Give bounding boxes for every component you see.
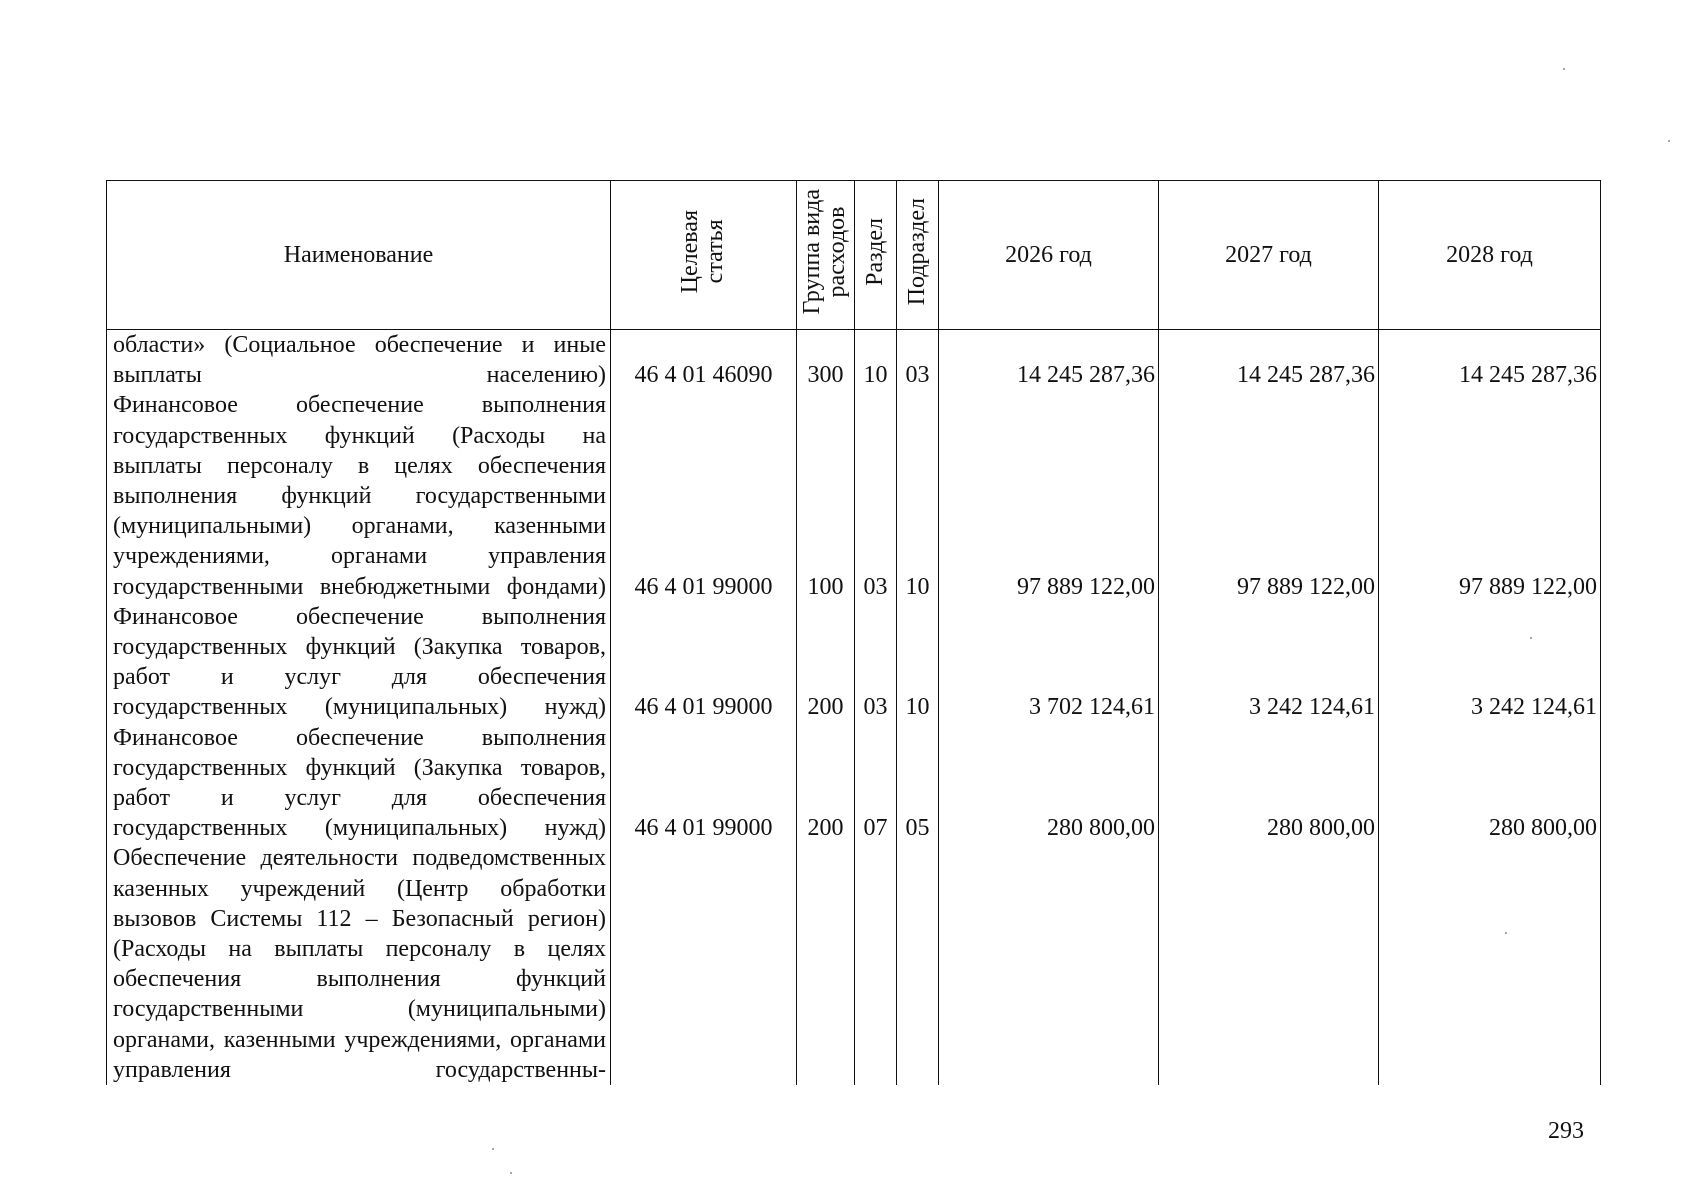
header-expense-group-text: Группа вида расходов [799,188,851,315]
row-amount-2026: 97 889 122,00 [939,390,1159,601]
row-target-article: 46 4 01 99000 [611,602,797,723]
row-amount-2028: 14 245 287,36 [1379,330,1601,391]
row-amount-2026 [939,843,1159,1085]
header-name: Наименование [107,181,611,330]
row-amount-2027: 3 242 124,61 [1159,602,1379,723]
row-amount-2028: 280 800,00 [1379,723,1601,844]
row-expense-group: 300 [797,330,855,391]
row-section: 07 [855,723,897,844]
row-target-article: 46 4 01 99000 [611,390,797,601]
row-section: 03 [855,602,897,723]
row-amount-2026: 3 702 124,61 [939,602,1159,723]
row-expense-group: 100 [797,390,855,601]
header-year-2026: 2026 год [939,181,1159,330]
scan-speck [492,1148,494,1150]
row-target-article: 46 4 01 99000 [611,723,797,844]
row-expense-group: 200 [797,723,855,844]
row-expense-group [797,843,855,1085]
scan-speck [1505,932,1507,934]
header-section [855,181,897,330]
header-target-article-text: Целевая статья [677,209,729,294]
row-amount-2026: 14 245 287,36 [939,330,1159,391]
header-expense-group [797,181,855,330]
table-row [107,602,1601,723]
row-section: 03 [855,390,897,601]
row-name: области» (Социальное обеспечение и иные выплаты населению) [107,330,611,391]
row-amount-2028: 97 889 122,00 [1379,390,1601,601]
row-section: 10 [855,330,897,391]
row-name: Обеспечение деятельности подведомственных казенных учреждений (Центр обработки вызовов Системы 112 – Безопасный регион) (Расходы на выплаты персоналу в целях обеспечения выполнения функций государственными (муниципальными) органами, казенными учреждениями, органами управления государственны- [107,843,611,1085]
scan-speck [1530,637,1532,639]
row-amount-2028 [1379,843,1601,1085]
row-target-article [611,843,797,1085]
row-amount-2026: 280 800,00 [939,723,1159,844]
table-row [107,723,1601,844]
row-name: Финансовое обеспечение выполнения государственных функций (Закупка товаров, работ и услуг для обеспечения государственных (муниципальных) нужд) [107,723,611,844]
scan-speck [1668,140,1670,142]
table-header-row [107,181,1601,330]
budget-table [106,180,1601,1085]
row-subsection: 03 [897,330,939,391]
row-name: Финансовое обеспечение выполнения государственных функций (Закупка товаров, работ и услуг для обеспечения государственных (муниципальных) нужд) [107,602,611,723]
header-subsection [897,181,939,330]
row-target-article: 46 4 01 46090 [611,330,797,391]
row-amount-2028: 3 242 124,61 [1379,602,1601,723]
page-number: 293 [1548,1118,1584,1144]
table-row [107,390,1601,601]
scan-speck [1563,68,1565,70]
row-subsection [897,843,939,1085]
row-amount-2027 [1159,843,1379,1085]
row-amount-2027: 97 889 122,00 [1159,390,1379,601]
scan-speck [510,1172,512,1174]
table-row [107,330,1601,391]
row-amount-2027: 280 800,00 [1159,723,1379,844]
row-subsection: 05 [897,723,939,844]
row-expense-group: 200 [797,602,855,723]
row-amount-2027: 14 245 287,36 [1159,330,1379,391]
row-subsection: 10 [897,602,939,723]
header-target-article [611,181,797,330]
row-subsection: 10 [897,390,939,601]
header-subsection-text: Подраздел [903,197,930,306]
row-name: Финансовое обеспечение выполнения государственных функций (Расходы на выплаты персоналу в целях обеспечения выполнения функций государственными (муниципальными) органами, казенными учреждениями, органами управления государственными внебюджетными фондами) [107,390,611,601]
table-row [107,843,1601,1085]
header-year-2028: 2028 год [1379,181,1601,330]
header-year-2027: 2027 год [1159,181,1379,330]
row-section [855,843,897,1085]
header-section-text: Раздел [861,217,888,286]
